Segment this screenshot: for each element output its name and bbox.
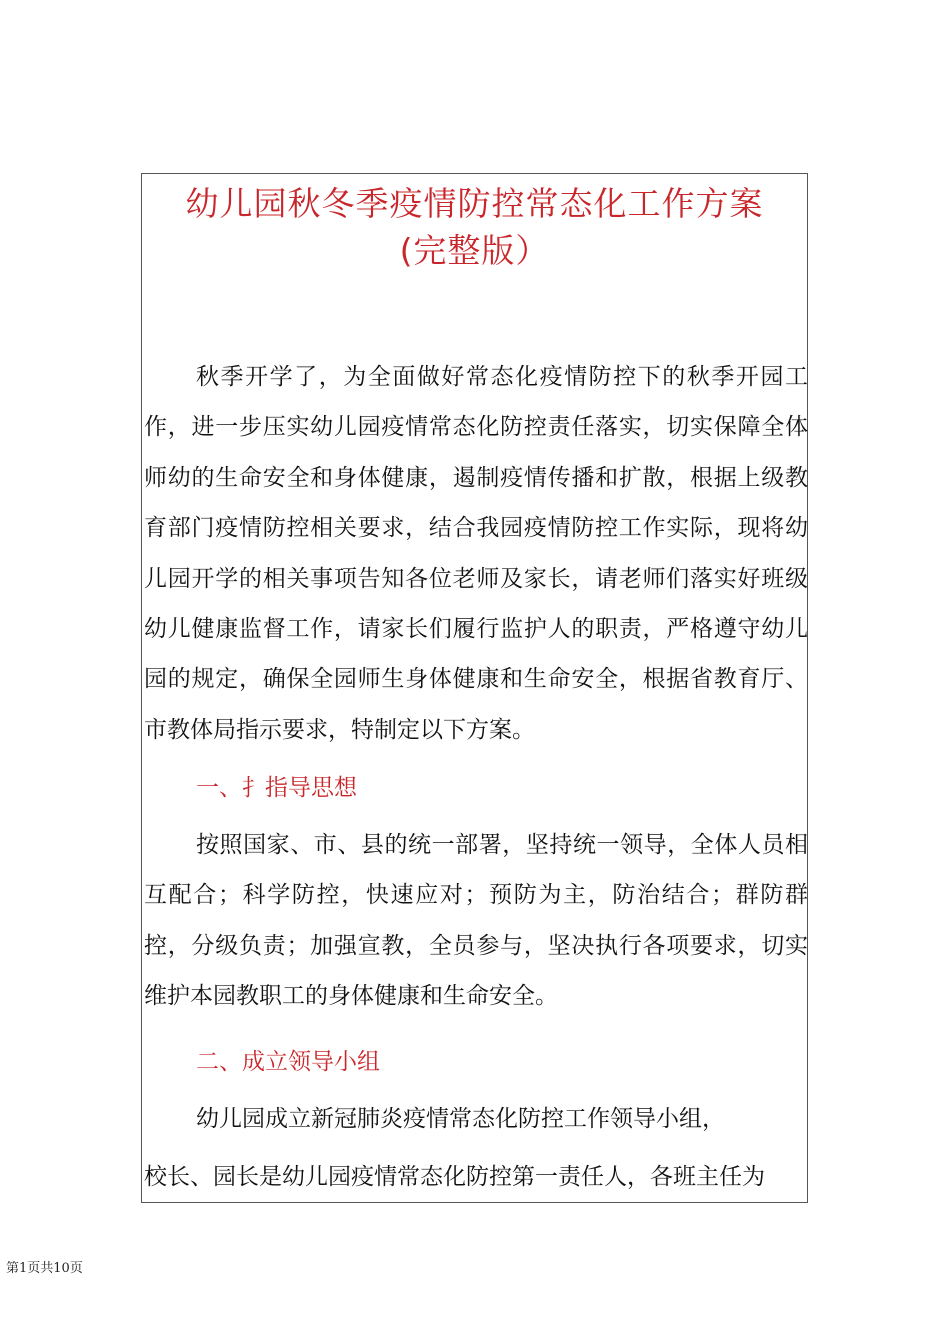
page-indicator: 第1页共10页 bbox=[6, 1261, 83, 1276]
intro-paragraph: 秋季开学了，为全面做好常态化疫情防控下的秋季开园工作，进一步压实幼儿园疫情常态化防控责任落实，切实保障全体师幼的生命安全和身体健康，遏制疫情传播和扩散，根据上级教育部门疫情防控相关要求，结合我园疫情防控工作实际，现将幼儿园开学的相关事项告知各位老师及家长，请老师们落实好班级幼儿健康监督工作，请家长们履行监护人的职责，严格遵守幼儿园的规定，确保全园师生身体健康和生命安全，根据省教育厅、市教体局指示要求，特制定以下方案。 bbox=[144, 364, 808, 743]
section-body-line: 幼儿园成立新冠肺炎疫情常态化防控工作领导小组， bbox=[196, 1106, 725, 1132]
document-title: 幼儿园秋冬季疫情防控常态化工作方案 bbox=[185, 184, 764, 223]
section-body-guiding-ideology: 按照国家、市、县的统一部署，坚持统一领导，全体人员相互配合；科学防控，快速应对；预防为主，防治结合；群防群控，分级负责；加强宣教，全员参与，坚决执行各项要求，切实维护本园教职工的身体健康和生命安全。 bbox=[144, 832, 808, 1010]
section-heading-guiding-ideology: 一、扌指导思想 bbox=[196, 775, 357, 801]
section-body-line: 校长、园长是幼儿园疫情常态化防控第一责任人，各班主任为 bbox=[144, 1164, 765, 1191]
document-frame bbox=[141, 173, 808, 1203]
section-heading-leadership-group: 二、成立领导小组 bbox=[196, 1049, 380, 1075]
section-body-leadership-group bbox=[144, 1094, 808, 1203]
document-subtitle: (完整版） bbox=[399, 231, 550, 270]
